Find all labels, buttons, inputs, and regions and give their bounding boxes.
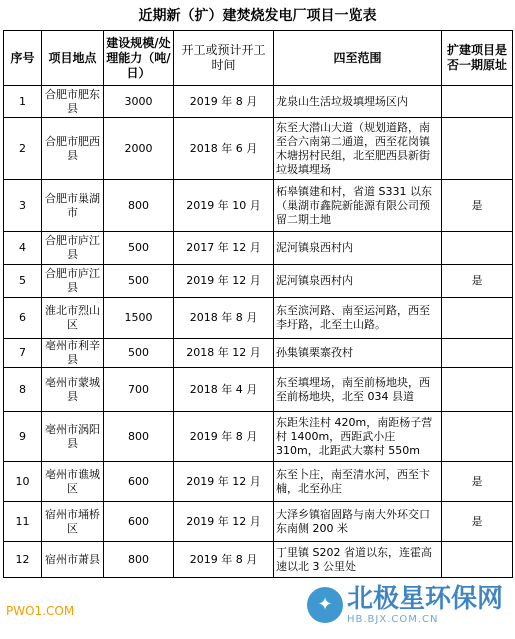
table-row	[4, 180, 513, 232]
watermark-brand	[307, 584, 503, 625]
row-scope: 东距朱洼村 420m，南距杨子营村 1400m，西距武小庄 310m，北距武大寨村 550m	[274, 412, 442, 462]
table-row	[4, 542, 513, 578]
row-scope: 泥河镇泉西村内	[274, 232, 442, 265]
row-expansion-flag	[442, 298, 513, 339]
row-number: 3	[4, 180, 42, 232]
row-start-date: 2019 年 8 月	[174, 86, 274, 118]
row-expansion-flag: 是	[442, 265, 513, 298]
row-capacity: 500	[104, 232, 174, 265]
row-number: 5	[4, 265, 42, 298]
row-location: 宿州市萧县	[42, 542, 104, 578]
row-start-date: 2018 年 12 月	[174, 339, 274, 368]
row-location: 合肥市庐江县	[42, 265, 104, 298]
row-number: 10	[4, 462, 42, 502]
row-expansion-flag	[442, 542, 513, 578]
row-location: 亳州市谯城区	[42, 462, 104, 502]
watermark-left-text: PWO1.COM	[6, 604, 75, 618]
row-capacity: 500	[104, 339, 174, 368]
table-title: 近期新（扩）建焚烧发电厂项目一览表	[138, 8, 377, 24]
row-number: 8	[4, 368, 42, 412]
row-scope: 泥河镇泉西村内	[274, 265, 442, 298]
header-row	[4, 31, 513, 86]
column-header: 建设规模/处理能力（吨/日）	[104, 31, 174, 86]
row-expansion-flag: 是	[442, 180, 513, 232]
row-number: 9	[4, 412, 42, 462]
column-header: 四至范围	[274, 31, 442, 86]
row-location: 合肥市庐江县	[42, 232, 104, 265]
row-start-date: 2018 年 8 月	[174, 298, 274, 339]
table-row	[4, 462, 513, 502]
row-expansion-flag: 是	[442, 462, 513, 502]
row-capacity: 600	[104, 462, 174, 502]
row-capacity: 800	[104, 542, 174, 578]
column-header: 序号	[4, 31, 42, 86]
row-location: 合肥市肥东县	[42, 86, 104, 118]
table-row	[4, 339, 513, 368]
row-number: 12	[4, 542, 42, 578]
row-start-date: 2019 年 12 月	[174, 265, 274, 298]
row-number: 2	[4, 118, 42, 180]
row-start-date: 2018 年 6 月	[174, 118, 274, 180]
row-start-date: 2019 年 8 月	[174, 542, 274, 578]
row-start-date: 2019 年 8 月	[174, 412, 274, 462]
table-row	[4, 298, 513, 339]
table-row	[4, 368, 513, 412]
row-location: 亳州市涡阳县	[42, 412, 104, 462]
row-expansion-flag	[442, 232, 513, 265]
column-header: 扩建项目是否一期原址	[442, 31, 513, 86]
row-expansion-flag	[442, 368, 513, 412]
row-number: 6	[4, 298, 42, 339]
row-scope: 丁里镇 S202 省道以东，连霍高速以北 3 公里处	[274, 542, 442, 578]
column-header: 项目地点	[42, 31, 104, 86]
row-start-date: 2018 年 4 月	[174, 368, 274, 412]
row-expansion-flag: 是	[442, 502, 513, 542]
table-row	[4, 232, 513, 265]
row-scope: 龙泉山生活垃圾填埋场区内	[274, 86, 442, 118]
row-location: 亳州市利辛县	[42, 339, 104, 368]
brand-logo-icon: ✦	[307, 587, 343, 623]
row-scope: 柘皋镇建和村，省道 S331 以东（巢湖市鑫院新能源有限公司预留二期土地	[274, 180, 442, 232]
row-expansion-flag	[442, 86, 513, 118]
row-capacity: 600	[104, 502, 174, 542]
row-number: 1	[4, 86, 42, 118]
table-row	[4, 502, 513, 542]
row-start-date: 2019 年 12 月	[174, 502, 274, 542]
row-start-date: 2019 年 10 月	[174, 180, 274, 232]
row-capacity: 800	[104, 180, 174, 232]
watermark-url: HB.BJX.COM.CN	[346, 614, 439, 625]
row-number: 4	[4, 232, 42, 265]
row-number: 7	[4, 339, 42, 368]
row-location: 亳州市蒙城县	[42, 368, 104, 412]
row-capacity: 700	[104, 368, 174, 412]
table-row	[4, 265, 513, 298]
row-expansion-flag	[442, 412, 513, 462]
row-expansion-flag	[442, 118, 513, 180]
row-scope: 大泽乡镇宿固路与南大外环交口东南侧 200 米	[274, 502, 442, 542]
row-scope: 孙集镇栗寨孜村	[274, 339, 442, 368]
table-row	[4, 118, 513, 180]
row-location: 宿州市埇桥区	[42, 502, 104, 542]
watermark-brand-name: 北极星环保网	[346, 584, 503, 614]
row-start-date: 2017 年 12 月	[174, 232, 274, 265]
row-capacity: 1500	[104, 298, 174, 339]
row-scope: 东至滨河路、南至运河路，西至李圩路，北至土山路。	[274, 298, 442, 339]
row-scope: 东至填埋场，南至前杨地块，西至前杨地块，北至 034 县道	[274, 368, 442, 412]
row-location: 合肥市肥西县	[42, 118, 104, 180]
table-row	[4, 412, 513, 462]
row-capacity: 3000	[104, 86, 174, 118]
project-table	[3, 30, 513, 578]
row-scope: 东至大潜山大道（规划道路，南至合六南第二通道，西至花岗镇木塘拐村民组，北至肥西县新街垃圾填埋场	[274, 118, 442, 180]
row-scope: 东至卜庄，南至清水河，西至卞楠，北至孙庄	[274, 462, 442, 502]
row-start-date: 2019 年 12 月	[174, 462, 274, 502]
row-capacity: 2000	[104, 118, 174, 180]
table-row	[4, 86, 513, 118]
row-location: 淮北市烈山区	[42, 298, 104, 339]
column-header: 开工或预计开工时间	[174, 31, 274, 86]
row-location: 合肥市巢湖市	[42, 180, 104, 232]
row-capacity: 800	[104, 412, 174, 462]
row-capacity: 500	[104, 265, 174, 298]
row-number: 11	[4, 502, 42, 542]
row-expansion-flag	[442, 339, 513, 368]
